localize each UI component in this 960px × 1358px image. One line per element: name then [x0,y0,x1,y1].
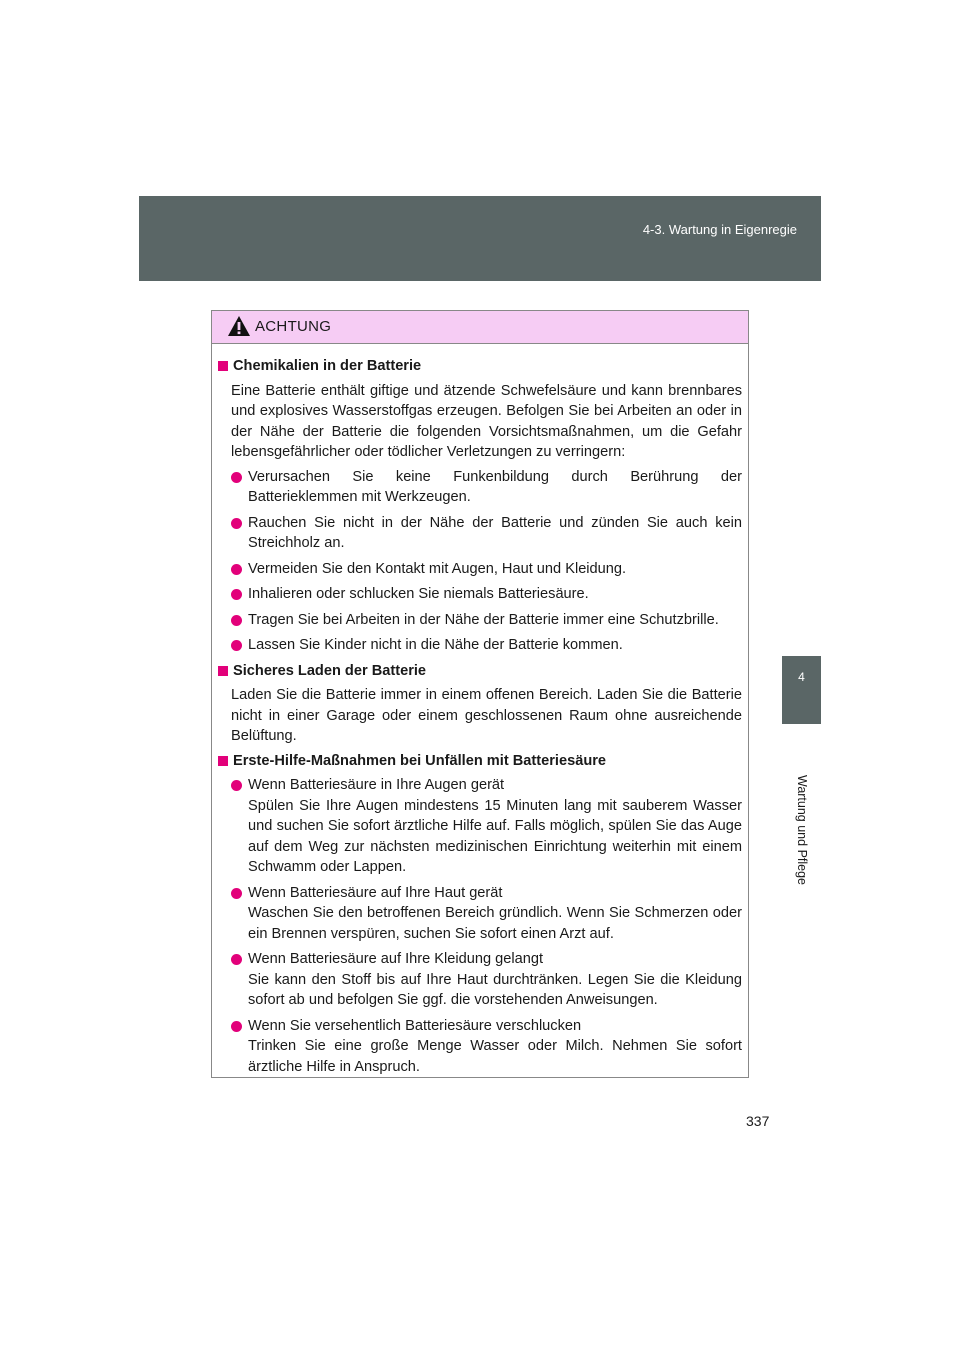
section-paragraph: Laden Sie die Batterie immer in einem offenen Bereich. Laden Sie die Batterie nicht in einer Garage oder einem geschlossenen Raum ohne ausreichende Belüftung. [231,687,742,744]
warning-box [211,310,749,1078]
chapter-label [764,760,840,900]
circle-bullet-icon [231,472,242,483]
circle-bullet-icon [231,589,242,600]
list-item: Wenn Batteriesäure auf Ihre Haut gerät Waschen Sie den betroffenen Bereich gründlich. Wenn Sie Schmerzen oder ein Brennen verspüren, suchen Sie sofort einen Arzt auf. [218,883,742,945]
list-item: Inhalieren oder schlucken Sie niemals Batteriesäure. [218,584,742,605]
chapter-tab [782,656,821,724]
section-heading: Sicheres Laden der Batterie [218,661,742,682]
list-item: Verursachen Sie keine Funkenbildung durch Berührung der Batterieklemmen mit Werkzeugen. [218,467,742,508]
chapter-label-text: Wartung und Pflege [795,774,809,886]
circle-bullet-icon [231,1021,242,1032]
circle-bullet-icon [231,518,242,529]
warning-header [212,311,748,344]
circle-bullet-icon [231,564,242,575]
section-title: 4-3. Wartung in Eigenregie [642,222,797,237]
circle-bullet-icon [231,615,242,626]
list-item: Rauchen Sie nicht in der Nähe der Batterie und zünden Sie auch kein Streichholz an. [218,513,742,554]
section-paragraph: Eine Batterie enthält giftige und ätzende Schwefelsäure und kann brennbares und explosives Wasserstoffgas erzeugen. Befolgen Sie bei Arbeiten an oder in der Nähe der Batterie die folgenden Vorsichtsmaßnahmen, um die Gefahr lebensgefährlicher oder tödlicher Verletzungen zu verringern: [231,382,742,460]
circle-bullet-icon [231,888,242,899]
list-item: Tragen Sie bei Arbeiten in der Nähe der Batterie immer eine Schutzbrille. [218,610,742,631]
list-item: Wenn Sie versehentlich Batteriesäure verschlucken Trinken Sie eine große Menge Wasser oder Milch. Nehmen Sie sofort ärztliche Hilfe in Anspruch. [218,1016,742,1078]
square-bullet-icon [218,361,228,371]
list-item: Wenn Batteriesäure auf Ihre Kleidung gelangt Sie kann den Stoff bis auf Ihre Haut durchtränken. Legen Sie die Kleidung sofort ab und befolgen Sie ggf. die vorstehenden Anweisungen. [218,949,742,1011]
page-number: 337 [746,1113,770,1129]
square-bullet-icon [218,666,228,676]
list-item: Lassen Sie Kinder nicht in die Nähe der Batterie kommen. [218,635,742,656]
header-band [139,196,821,281]
section-heading: Chemikalien in der Batterie [218,356,742,377]
warning-title: ACHTUNG [255,318,332,335]
list-item: Vermeiden Sie den Kontakt mit Augen, Haut und Kleidung. [218,559,742,580]
circle-bullet-icon [231,954,242,965]
square-bullet-icon [218,756,228,766]
circle-bullet-icon [231,780,242,791]
warning-triangle-icon [227,315,251,337]
section-heading: Erste-Hilfe-Maßnahmen bei Unfällen mit Batteriesäure [218,751,742,772]
chapter-number: 4 [798,670,805,684]
warning-body [212,344,748,1077]
list-item: Wenn Batteriesäure in Ihre Augen gerät Spülen Sie Ihre Augen mindestens 15 Minuten lang mit sauberem Wasser und suchen Sie sofort ärztliche Hilfe auf. Falls möglich, spülen Sie das Auge auf dem Weg zur nächsten medizinischen Einrichtung weiterhin mit einem Schwamm oder Lappen. [218,775,742,878]
circle-bullet-icon [231,640,242,651]
